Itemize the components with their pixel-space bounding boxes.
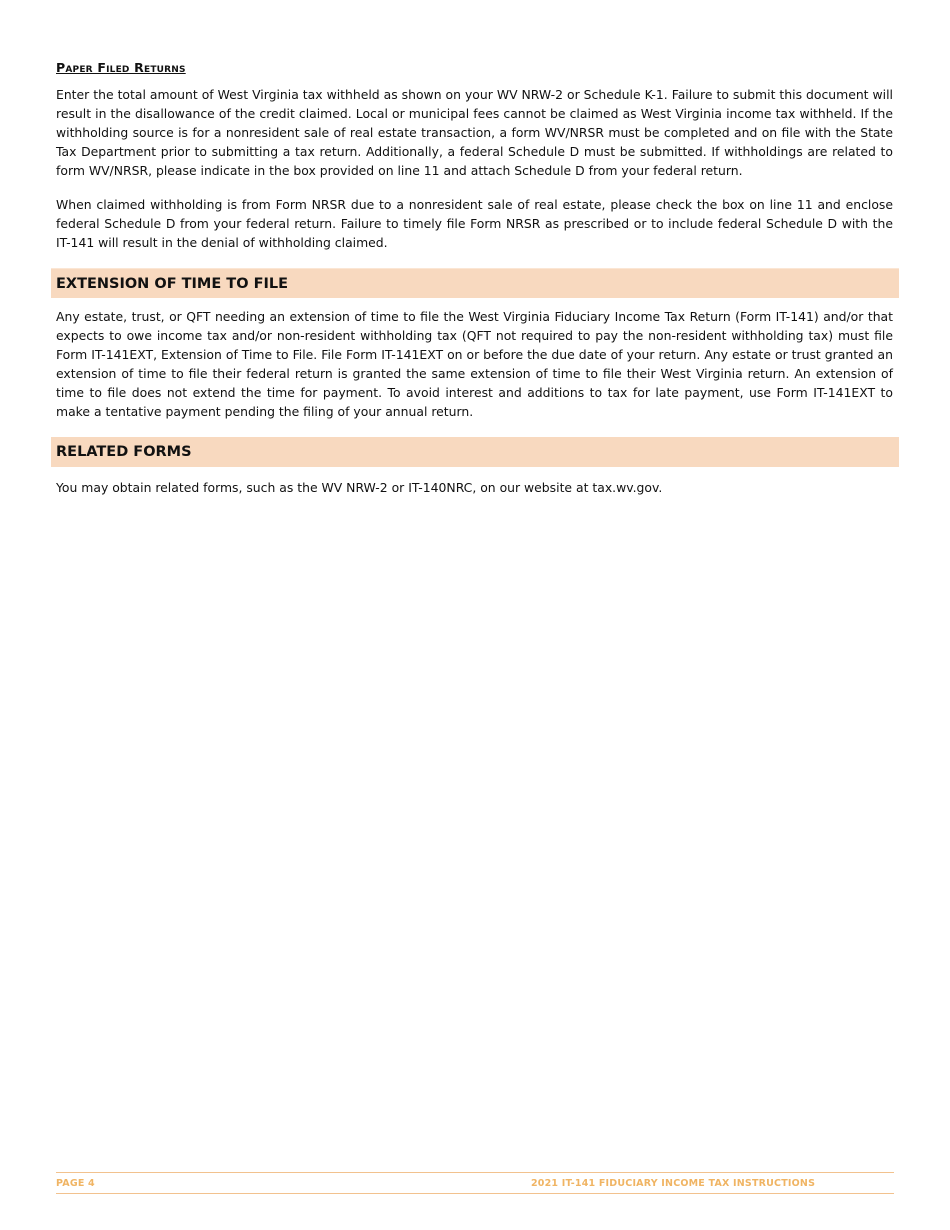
extension-paragraph: Any estate, trust, or QFT needing an extension of time to file the West Virginia Fiduciary Income Tax Return (Form IT-141) and/or that expects to owe income tax and/or non-resident withholding tax (QFT not required to pay the non-resident withholding tax) must file Form IT-141EXT, Extension of Time to File. File Form IT-141EXT on or before the due date of your return. Any estate or trust granted an extension of time to file their federal return is granted the same extension of time to file their West Virginia return. An extension of time to file does not extend the time for payment. To avoid interest and additions to tax for late payment, use Form IT-141EXT to make a tentative payment pending the filing of your annual return. — [56, 309, 893, 419]
related-forms-section-heading: RELATED FORMS — [51, 437, 899, 467]
paper-filed-paragraph-1: Enter the total amount of West Virginia tax withheld as shown on your WV NRW-2 or Schedule K-1. Failure to submit this document will result in the disallowance of the credit claimed. Local or municipal fees cannot be claimed as West Virginia income tax withheld. If the withholding source is for a nonresident sale of real estate transaction, a form WV/NRSR must be completed and on file with the State Tax Department prior to submitting a tax return. Additionally, a federal Schedule D must be submitted. If withholdings are related to form WV/NRSR, please indicate in the box provided on line 11 and attach Schedule D from your federal return. — [56, 87, 893, 178]
related-forms-paragraph: You may obtain related forms, such as the WV NRW-2 or IT-140NRC, on our website at tax.wv.gov. — [56, 480, 663, 495]
footer-top-rule — [56, 1172, 894, 1173]
footer-document-title: 2021 IT-141 FIDUCIARY INCOME TAX INSTRUCTIONS — [531, 1178, 816, 1189]
footer-bottom-rule — [56, 1193, 894, 1194]
paper-filed-paragraph-2: When claimed withholding is from Form NRSR due to a nonresident sale of real estate, please check the box on line 11 and enclose federal Schedule D from your federal return. Failure to timely file Form NRSR as prescribed or to include federal Schedule D with the IT-141 will result in the denial of withholding claimed. — [56, 197, 893, 250]
extension-section-heading: EXTENSION OF TIME TO FILE — [51, 268, 899, 298]
paper-filed-returns-heading: Paper Filed Returns — [56, 60, 186, 75]
footer-page-number: PAGE 4 — [56, 1178, 95, 1189]
